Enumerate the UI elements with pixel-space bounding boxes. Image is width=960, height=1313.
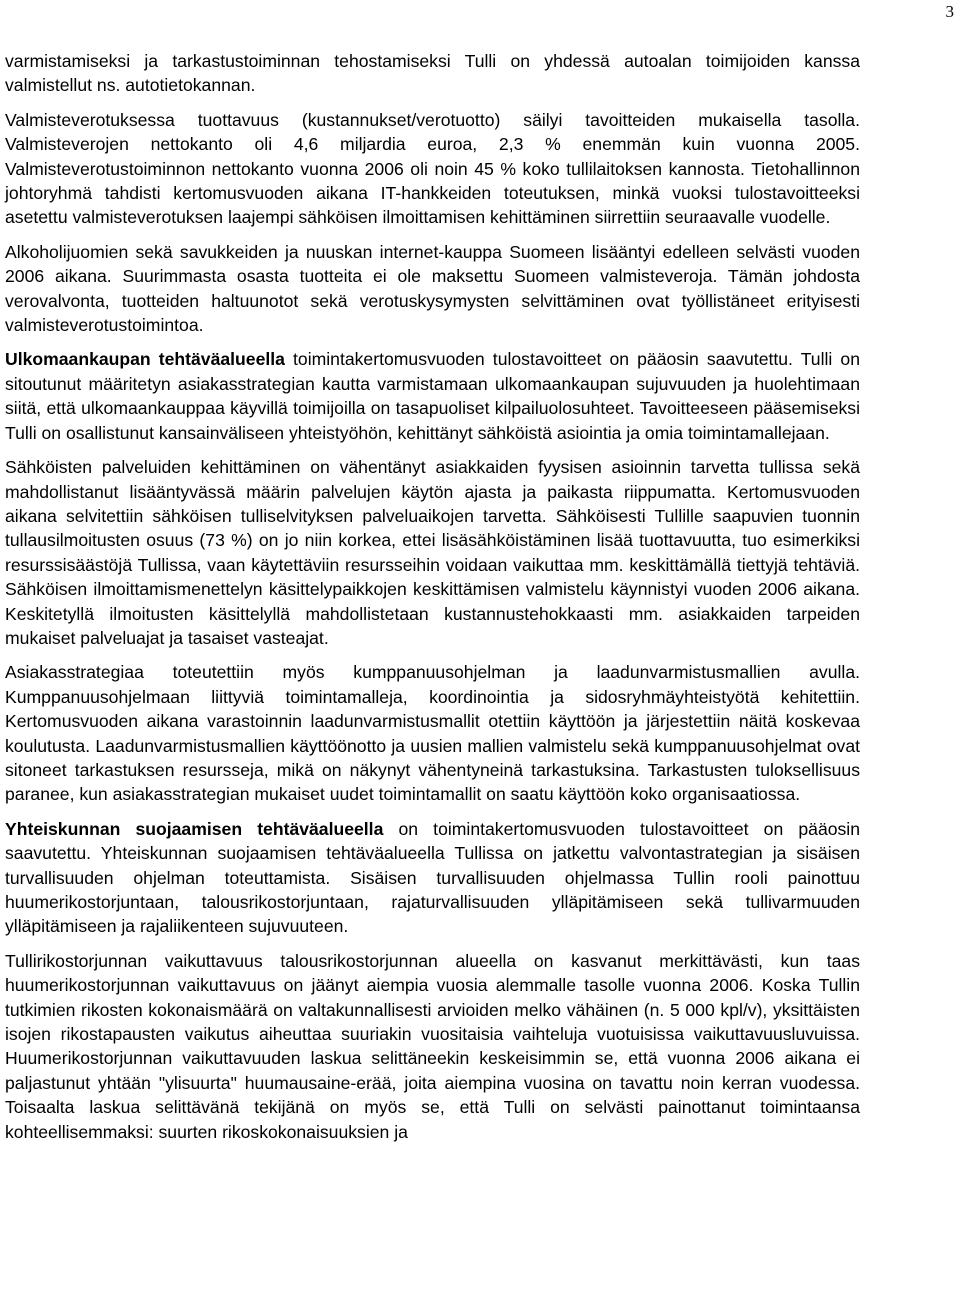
paragraph-text: Tullirikostorjunnan vaikuttavuus talousrikostorjunnan alueella on kasvanut merkittävästi, kun taas huumerikostorjunnan vaikuttavuus on jäänyt aiempia vuosia alemmalle tasolle vuonna 2006. Koska Tullin tutkimien rikosten kokonaismäärä on valtakunnallisesti arvioiden melko vähäinen (n. 5 000 kpl/v), yksittäisten isojen rikostapausten vaikutus aiheuttaa suuriakin vuositaisia vaihteluja vuotuisissa vaikuttavuusluvuissa. Huumerikostorjunnan vaikuttavuuden laskua selittäneekin keskeisimmin se, että vuonna 2006 aikana ei paljastunut yhtään "ylisuurta" huumausaine-erää, joita aiempina vuosina on tavattu noin kerran vuodessa. Toisaalta laskua selittävänä tekijänä on myös se, että Tulli on selvästi painottanut toimintaansa kohteellisemmaksi: suurten rikoskokonaisuuksien ja (5, 950, 860, 1142)
paragraph-text: toimintakertomusvuoden tulostavoitteet on pääosin saavutettu. Tulli on sitoutunut määritetyn asiakasstrategian kautta varmistamaan ulkomaankaupan sujuvuuden ja huolehtimaan siitä, että ulkomaankauppaa käyvillä toimijoilla on tasapuoliset kilpailuolosuhteet. Tavoitteeseen pääsemiseksi Tulli on osallistunut kansainväliseen yhteistyöhön, kehittänyt sähköistä asiointia ja omia toimintamallejaan. (5, 349, 860, 443)
page-number: 3 (945, 2, 954, 21)
paragraph-text: on toimintakertomusvuoden tulostavoitteet on pääosin saavutettu. Yhteiskunnan suojaamisen tehtäväalueella Tullissa on jatkettu valvontastrategian ja sisäisen turvallisuuden ohjelman toteuttamista. Sisäisen turvallisuuden ohjelmassa Tullin rooli painottuu huumerikostorjuntaan, talousrikostorjuntaan, rajaturvallisuuden ylläpitämiseen sekä tullivarmuuden ylläpitämiseen ja rajaliikenteen sujuvuuteen. (5, 818, 860, 937)
paragraph-8 (5, 949, 860, 1144)
paragraph-text: varmistamiseksi ja tarkastustoiminnan tehostamiseksi Tulli on yhdessä autoalan toimijoiden kanssa valmistellut ns. autotietokannan. (5, 51, 860, 96)
paragraph-4 (5, 347, 860, 445)
paragraph-2 (5, 108, 860, 230)
paragraph-lead: Yhteiskunnan suojaamisen tehtäväalueella (5, 818, 384, 839)
paragraph-text: Sähköisten palveluiden kehittäminen on vähentänyt asiakkaiden fyysisen asioinnin tarvetta tullissa sekä mahdollistanut lisääntyvässä määrin palvelujen käytön ajasta ja paikasta riippumatta. Kertomusvuoden aikana selvitettiin sähköisen tulliselvityksen palveluaikojen tarvetta. Sähköisesti Tullille saapuvien tuonnin tullausilmoitusten osuus (73 %) on jo niin korkea, ettei lisäsähköistäminen lisää tuottavuutta, tuo esimerkiksi resurssisäästöjä Tullissa, vaan käytettäviin resursseihin voidaan vaikuttaa mm. keskittämällä tiettyjä tehtäviä. Sähköisen ilmoittamismenettelyn käsittelypaikkojen keskittämisen valmistelu käynnistyi vuoden 2006 aikana. Keskitetyllä ilmoitusten käsittelyllä mahdollistetaan kustannustehokkaasti mm. asiakkaiden tarpeiden mukaiset palveluajat ja tasaiset vasteajat. (5, 457, 860, 648)
paragraph-5 (5, 455, 860, 650)
paragraph-6 (5, 660, 860, 806)
paragraph-7 (5, 817, 860, 939)
paragraph-text: Valmisteverotuksessa tuottavuus (kustannukset/verotuotto) säilyi tavoitteiden mukaisella tasolla. Valmisteverojen nettokanto oli 4,6 miljardia euroa, 2,3 % enemmän kuin vuonna 2005. Valmisteverotustoiminnon nettokanto vuonna 2006 oli noin 45 % koko tullilaitoksen kannosta. Tietohallinnon johtoryhmä tahdisti kertomusvuoden aikana IT-hankkeiden toteutuksen, minkä vuoksi tulostavoitteeksi asetettu valmisteverotuksen laajempi sähköisen ilmoittamisen kehittäminen siirrettiin seuraavalle vuodelle. (5, 109, 860, 228)
paragraph-3 (5, 240, 860, 338)
paragraph-1 (5, 49, 860, 98)
document-body (5, 49, 860, 1154)
paragraph-text: Alkoholijuomien sekä savukkeiden ja nuuskan internet-kauppa Suomeen lisääntyi edelleen selvästi vuoden 2006 aikana. Suurimmasta osasta tuotteita ei ole maksettu Suomeen valmisteveroja. Tämän johdosta verovalvonta, tuotteiden haltuunotot sekä verotuskysymysten selvittäminen ovat työllistäneet erityisesti valmisteverotustoimintoa. (5, 241, 860, 336)
paragraph-lead: Ulkomaankaupan tehtäväalueella (5, 349, 285, 370)
paragraph-text: Asiakasstrategiaa toteutettiin myös kumppanuusohjelman ja laadunvarmistusmallien avulla. Kumppanuusohjelmaan liittyviä toimintamalleja, koordinointia ja sidosryhmäyhteistyötä kehitettiin. Kertomusvuoden aikana varastoinnin laadunvarmistusmallit otettiin käyttöön ja järjestettiin näitä koskevaa koulutusta. Laadunvarmistusmallien käyttöönotto ja uusien mallien valmistelu sekä kumppanuusohjelmat ovat sitoneet tarkastuksen resursseja, mikä on näkynyt vähentyneinä tarkastuksina. Tarkastusten tuloksellisuus paranee, kun asiakasstrategian mukaiset uudet toimintamallit on saatu käyttöön koko organisaatiossa. (5, 662, 860, 805)
